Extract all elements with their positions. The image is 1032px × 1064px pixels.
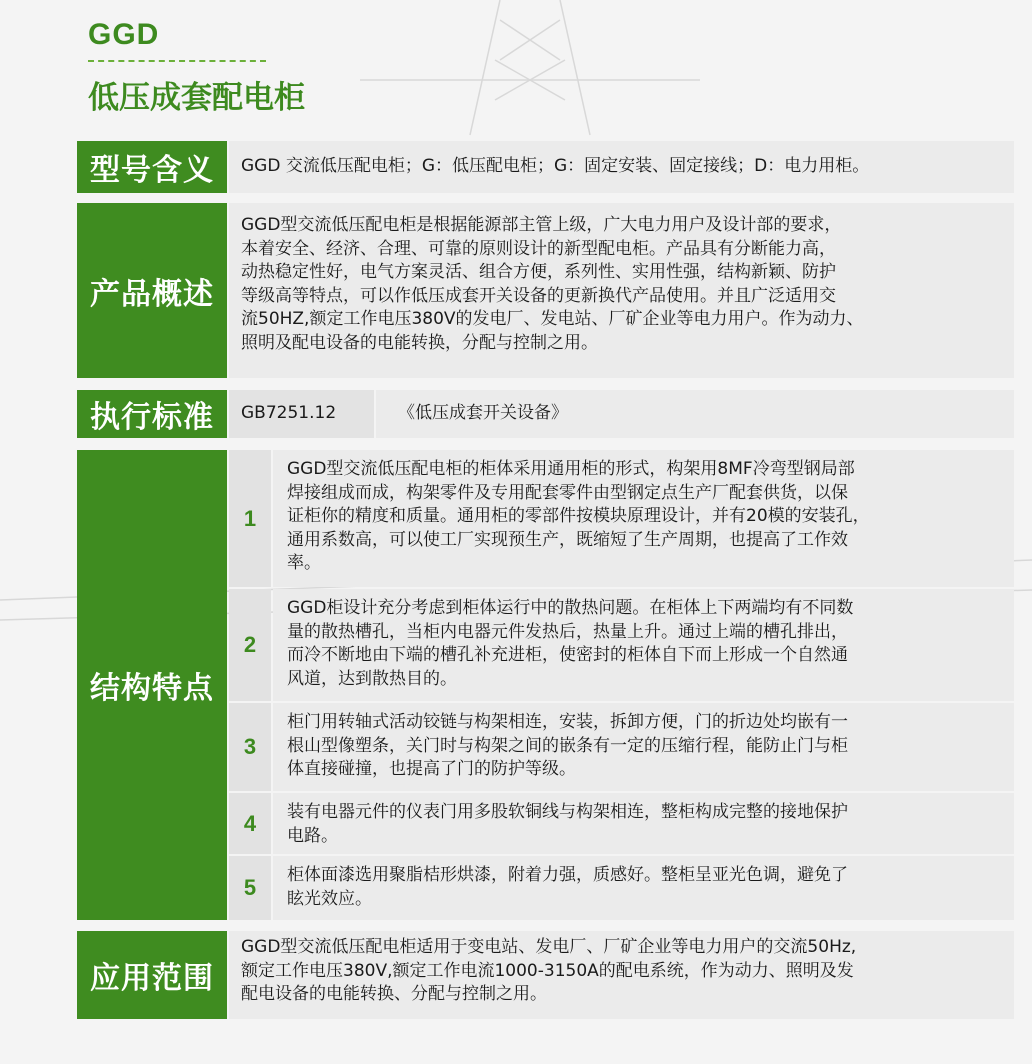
dashed-divider [88,60,266,62]
item-line: 率。 [287,553,321,573]
item-text [273,450,1014,587]
structure-label: 结构特点 [77,450,227,920]
item-line: 柜体面漆选用聚脂桔形烘漆，附着力强，质感好。整柜呈亚光色调，避免了 [287,865,848,885]
item-number: 3 [229,703,271,791]
item-text [273,793,1014,854]
item-line: 量的散热槽孔，当柜内电器元件发热后，热量上升。通过上端的槽孔排出， [287,621,848,642]
item-line: 柜门用转轴式活动铰链与构架相连，安装，拆卸方便，门的折边处均嵌有一 [287,712,848,732]
item-line: GGD柜设计充分考虑到柜体运行中的散热问题。在柜体上下两端均有不同数 [287,598,854,618]
item-text [273,589,1014,701]
item-line: GGD型交流低压配电柜的柜体采用通用柜的形式，构架用8MF冷弯型钢局部 [287,459,855,479]
product-overview-label: 产品概述 [77,203,227,378]
overview-line: 照明及配电设备的电能转换，分配与控制之用。 [241,332,598,353]
model-meaning-label: 型号含义 [77,141,227,193]
structure-list [229,450,1014,920]
item-line: 而冷不断地由下端的槽孔补充进柜，使密封的柜体自下而上形成一个自然通 [287,645,848,665]
page-header [88,18,305,117]
item-number: 4 [229,793,271,854]
item-line: 电路。 [287,825,338,846]
model-meaning-text: GGD 交流低压配电柜；G：低压配电柜；G：固定安装、固定接线；D：电力用柜。 [229,141,1014,193]
item-text [273,703,1014,791]
structure-section [77,450,1014,920]
application-line: GGD型交流低压配电柜适用于变电站、发电厂、厂矿企业等电力用户的交流50Hz, [241,937,857,957]
item-line: 通用系数高，可以使工厂实现预生产，既缩短了生产周期，也提高了工作效 [287,529,848,550]
product-overview-section [77,203,1014,378]
standard-name: 《低压成套开关设备》 [376,390,1014,438]
standard-section [77,390,1014,438]
application-line: 额定工作电压380V,额定工作电流1000-3150A的配电系统，作为动力、照明及发 [241,960,854,981]
overview-line: GGD型交流低压配电柜是根据能源部主管上级，广大电力用户及设计部的要求， [241,215,842,235]
application-text [229,931,1014,1019]
item-line: 焊接组成而成，构架零件及专用配套零件由型钢定点生产厂配套供货，以保 [287,482,848,503]
item-line: 装有电器元件的仪表门用多股软铜线与构架相连，整柜构成完整的接地保护 [287,802,848,822]
item-line: 根山型像塑条，关门时与构架之间的嵌条有一定的压缩行程，能防止门与柜 [287,735,848,756]
standard-label: 执行标准 [77,390,227,438]
product-overview-text [229,203,1014,378]
item-line: 体直接碰撞，也提高了门的防护等级。 [287,759,576,779]
structure-item [229,450,1014,587]
standard-content [229,390,1014,438]
brand-title: GGD [88,18,160,51]
overview-line: 动热稳定性好，电气方案灵活、组合方便，系列性、实用性强，结构新颖、防护 [241,262,836,282]
item-line: 风道，达到散热目的。 [287,668,457,689]
page-subtitle: 低压成套配电柜 [88,80,305,116]
item-number: 1 [229,450,271,587]
item-line: 证柜你的精度和质量。通用柜的零部件按模块原理设计，并有20模的安装孔， [287,506,870,526]
item-line: 眩光效应。 [287,888,372,909]
standard-code: GB7251.12 [229,390,374,438]
item-number: 2 [229,589,271,701]
overview-line: 等级高等特点，可以作低压成套开关设备的更新换代产品使用。并且广泛适用交 [241,285,836,306]
structure-item [229,589,1014,701]
application-section [77,931,1014,1019]
application-label: 应用范围 [77,931,227,1019]
model-meaning-section [77,141,1014,193]
application-line: 配电设备的电能转换、分配与控制之用。 [241,984,547,1004]
overview-line: 流50HZ,额定工作电压380V的发电厂、发电站、厂矿企业等电力用户。作为动力、 [241,309,864,329]
structure-item [229,703,1014,791]
item-text [273,856,1014,920]
structure-item [229,856,1014,920]
item-number: 5 [229,856,271,920]
structure-item [229,793,1014,854]
overview-line: 本着安全、经济、合理、可靠的原则设计的新型配电柜。产品具有分断能力高， [241,238,836,259]
